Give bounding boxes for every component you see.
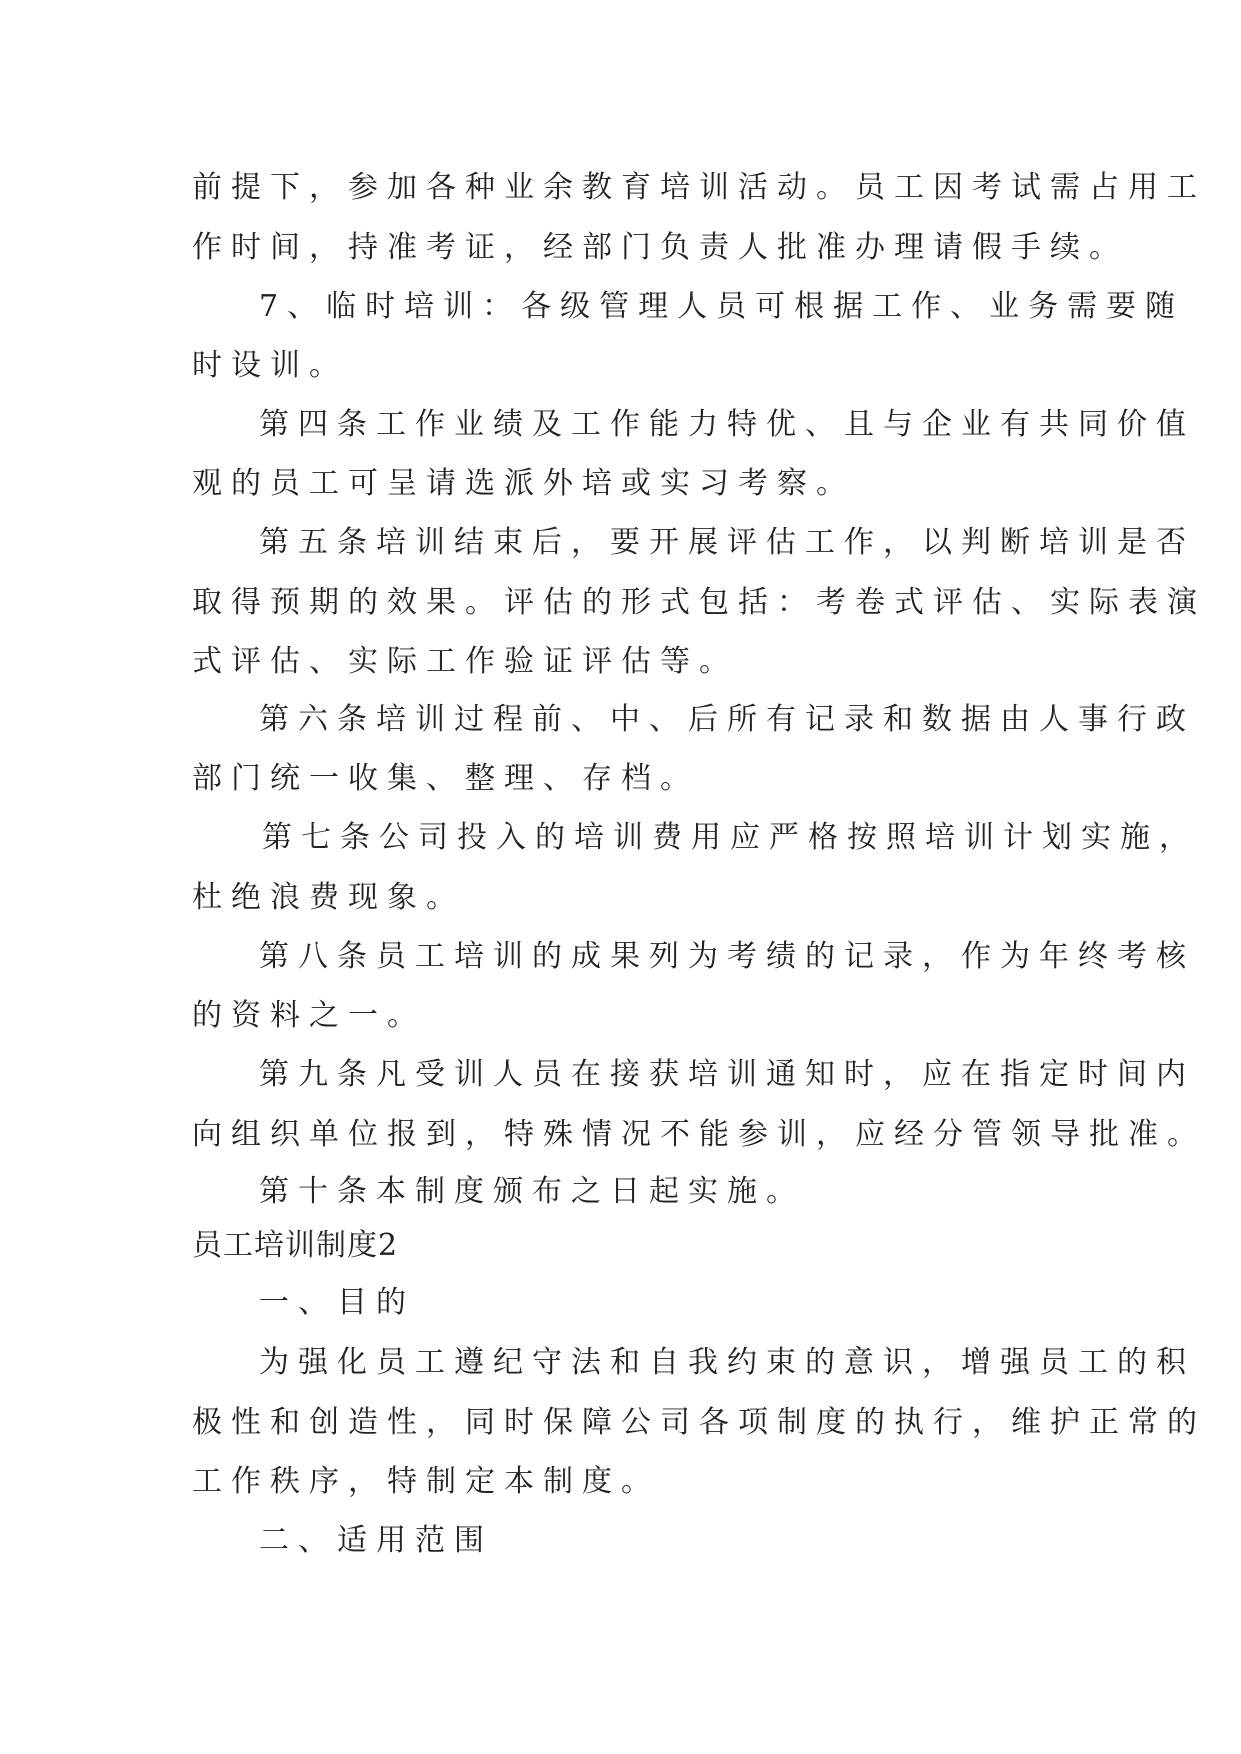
text-line: 7、临时培训：各级管理人员可根据工作、业务需要随 [259,289,1185,324]
text-line: 前提下，参加各种业余教育培训活动。员工因考试需占用工 [192,170,1206,205]
text-line: 第九条凡受训人员在接获培训通知时，应在指定时间内 [259,1057,1195,1092]
text-line: 取得预期的效果。评估的形式包括：考卷式评估、实际表演 [192,585,1206,620]
section-title: 员工培训制度2 [192,1228,399,1263]
text-line: 极性和创造性，同时保障公司各项制度的执行，维护正常的 [192,1405,1206,1440]
text-line: 第十条本制度颁布之日起实施。 [259,1174,805,1209]
text-line: 向组织单位报到，特殊情况不能参训，应经分管领导批准。 [192,1117,1206,1152]
section-heading: 一、目的 [259,1285,415,1320]
text-line: 为强化员工遵纪守法和自我约束的意识，增强员工的积 [259,1345,1195,1380]
text-line: 作时间，持准考证，经部门负责人批准办理请假手续。 [192,230,1128,265]
text-line: 第四条工作业绩及工作能力特优、且与企业有共同价值 [259,407,1195,442]
text-line: 第六条培训过程前、中、后所有记录和数据由人事行政 [259,702,1195,737]
section-heading: 二、适用范围 [259,1523,493,1558]
text-line: 式评估、实际工作验证评估等。 [192,644,738,679]
text-line: 观的员工可呈请选派外培或实习考察。 [192,466,855,501]
text-line: 部门统一收集、整理、存档。 [192,761,699,796]
text-line: 第七条公司投入的培训费用应严格按照培训计划实施， [262,820,1198,855]
text-line: 第五条培训结束后，要开展评估工作，以判断培训是否 [259,525,1195,560]
text-line: 的资料之一。 [192,998,426,1033]
text-line: 时设训。 [192,348,348,383]
text-line: 工作秩序，特制定本制度。 [192,1464,660,1499]
text-line: 第八条员工培训的成果列为考绩的记录，作为年终考核 [259,939,1195,974]
text-line: 杜绝浪费现象。 [192,880,465,915]
